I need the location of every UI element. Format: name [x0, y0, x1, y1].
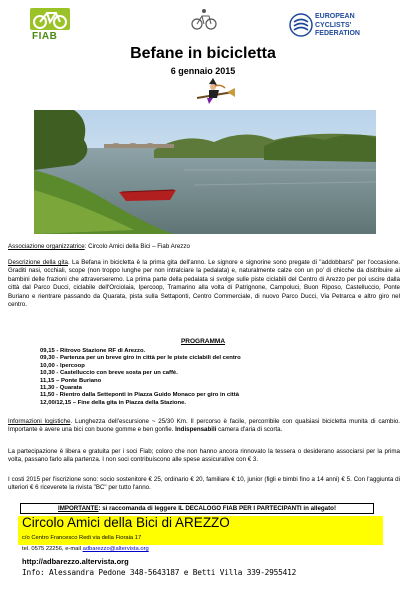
participation-text: La partecipazione è libera e gratuita per i soci Fiab; coloro che non hanno ancora rinnovato la tessera o desiderano associarsi per la prima volta, passano farlo alla partenza. I non soci contribuiscono alle spese assicurative con € 3.: [8, 448, 400, 464]
cyclist-emblem-icon: [190, 8, 218, 30]
schedule-item: 11,15 – Ponte Buriano: [40, 377, 102, 384]
organizer-value: : Circolo Amici della Bici – Fiab Arezzo: [84, 243, 190, 250]
schedule-item: 11,50 - Rientro dalla Setteponti in Piazza Guido Monaco per giro in città: [40, 392, 240, 399]
event-date: 6 gennaio 2015: [170, 66, 236, 76]
logistics-text-2: camera d'aria di scorta.: [216, 426, 283, 434]
ecf-logo-text: [315, 13, 360, 39]
schedule-item: 09,30 - Partenza per un breve giro in città per le piste ciclabili del centro: [40, 355, 241, 362]
important-prefix: IMPORTANTE: [57, 505, 99, 512]
club-phone-email: [22, 546, 149, 552]
description-label: Descrizione della gita: [8, 259, 68, 266]
logistics-info: [8, 418, 400, 435]
important-text: : si raccomanda di leggere IL DECALOGO FIAB PER I PARTECIPANTI in allegato!: [98, 505, 337, 512]
program-title: PROGRAMMA: [180, 338, 226, 345]
important-notice: [20, 503, 374, 514]
ecf-line-1: EUROPEAN: [315, 13, 355, 20]
schedule-item: 12,00/12,15 – Fine della gita in Piazza della Stazione.: [40, 399, 187, 406]
fiab-logo: [30, 8, 70, 30]
river-landscape-photo: [34, 110, 376, 234]
fiab-logo-text: FIAB: [32, 31, 58, 42]
logistics-label: Informazioni logistiche: [8, 418, 71, 425]
page-title: Befane in bicicletta: [130, 45, 276, 62]
club-name: Circolo Amici della Bici di AREZZO: [22, 515, 230, 530]
ecf-line-2: CYCLISTS': [315, 21, 352, 29]
witch-on-broom-icon: [195, 78, 235, 108]
ecf-line-3: FEDERATION: [315, 30, 360, 37]
club-email-link[interactable]: adbarezzo@altervista.org: [82, 546, 149, 552]
schedule-item: 10,30 - Castelluccio con breve sosta per un caffè.: [40, 370, 178, 377]
trip-description: [8, 259, 400, 309]
membership-costs: I costi 2015 per l'iscrizione sono: socio sostenitore € 25, ordinario € 20, familiare € 10, junior (figli e bimbi fino a 14 anni) € 5. Con l'aggiunta di ulteriori € 6 riceverete la rivista "BC" per tutto l'anno.: [8, 476, 400, 492]
logistics-bold: Indispensabili: [175, 426, 217, 434]
logistics-text: . Lunghezza dell'escursione ~ 25/30 Km. Il percorso è facile, percorribile con qualsiasi bicicletta munita di cambio. Importante è avere una bici con buone gomme e ben gonfie.: [8, 418, 400, 434]
club-phone: tel. 0575 22256, e-mail: [22, 546, 83, 552]
club-website[interactable]: http://adbarezzo.altervista.org: [22, 557, 129, 566]
program-schedule: [40, 348, 380, 407]
organizer-line: [8, 243, 400, 251]
schedule-item: 11,30 - Quarata: [40, 385, 82, 392]
bicycle-icon: [30, 8, 70, 30]
schedule-item: 09,15 - Ritrovo Stazione RF di Arezzo.: [40, 348, 146, 354]
schedule-item: 10,00 - Ipercoop: [40, 362, 85, 369]
contact-info: Info: Alessandra Pedone 348-5643187 e Betti Villa 339-2955412: [22, 568, 297, 577]
ecf-logo: [289, 13, 313, 37]
club-address: c/o Centro Francesco Redi via della Fioraia 17: [22, 535, 142, 541]
description-text: . La Befana in bicicletta è la prima gita dell'anno. Le signore e signorine sono pregate di "addobbarsi" per l'occasione. Graditi nasi, occhiali, scope (non troppo lunghe per non intralciare la pedalata) e, naturalmente calze con un po' di chicche da distribuire ai bambini delle frazioni che attraverseremo. La prima parte della pedalata si svolge sulle piste ciclabili del Centro di Arezzo per poi uscire dalla città dal Parco Ducci, ciclabile dell'Orciolaia, Ipercoop, Tramarino alla volta di Patrignone, Campoluci, Buon Riposo, Castelluccio, Ponte Buriano e rientrare passando da Quarata, pista sulla Settaponti, Centro Commerciale, di nuovo Parco Ducci, Via Petrarca e altro giro nel centro.: [8, 259, 400, 309]
organizer-label: Associazione organizzatrice: [8, 243, 85, 250]
